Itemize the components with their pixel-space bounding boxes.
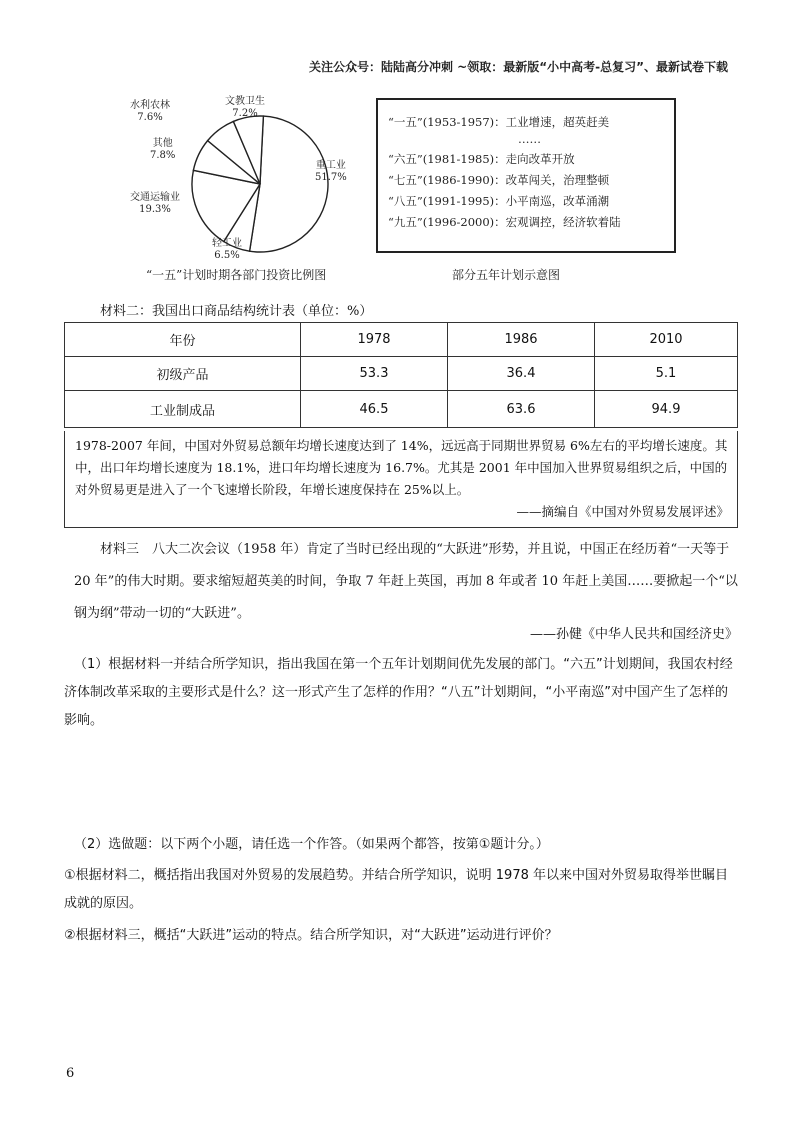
page-header: 关注公众号：陆陆高分冲刺 ~领取：最新版“小中高考-总复习”、最新试卷下载 <box>309 60 728 74</box>
plan-line: “七五”(1986-1990)：改革闯关，治理整顿 <box>388 173 610 187</box>
table-header-cell: 年份 <box>65 323 301 357</box>
table-cell: 46.5 <box>301 391 448 428</box>
table-row <box>65 391 738 428</box>
material2-note-source: ——摘编自《中国对外贸易发展评述》 <box>516 504 729 519</box>
table-header-cell: 1978 <box>301 323 448 357</box>
table-cell: 53.3 <box>301 357 448 391</box>
material3-text: 材料三 八大二次会议（1958 年）肯定了当时已经出现的“大跃进”形势，并且说，中国正在经历着“一天等于 20 年”的伟大时期。要求缩短超英美的时间，争取 7 年赶上英国，再加 8 年或者 10 年赶上美国……要掀起一个“以钢为纲”带动一切的“大跃进”。 <box>74 542 738 621</box>
material2-note-text: 1978-2007 年间，中国对外贸易总额年均增长速度达到了 14%，远远高于同期世界贸易 6%左右的平均增长速度。其中，出口年均增长速度为 18.1%，进口年均增长速度为 16.7%。尤其是 2001 年中国加入世界贸易组织之后，中国的对外贸易更是进入了一个飞速增长阶段，年增长速度保持在 25%以上。 <box>75 438 728 497</box>
pie-label-transport: 交通运输业 19.3% <box>130 192 180 215</box>
plan-box <box>376 98 676 253</box>
pie-label-other: 其他 7.8% <box>150 138 176 161</box>
table-header-cell: 2010 <box>595 323 738 357</box>
table-cell: 5.1 <box>595 357 738 391</box>
export-table <box>64 322 738 428</box>
table-cell: 63.6 <box>448 391 595 428</box>
table-row <box>65 357 738 391</box>
table-header-row <box>65 323 738 357</box>
plan-line: “一五”(1953-1957)：工业增速，超英赶美 <box>388 115 610 129</box>
pie-label-heavy: 重工业 51.7% <box>315 160 347 183</box>
pie-label-light: 轻工业 6.5% <box>212 238 242 261</box>
material2-note <box>64 431 738 528</box>
question-1: （1）根据材料一并结合所学知识，指出我国在第一个五年计划期间优先发展的部门。“六五”计划期间，我国农村经济体制改革采取的主要形式是什么？这一形式产生了怎样的作用？“八五”计划期间，“小平南巡”对中国产生了怎样的影响。 <box>64 657 733 728</box>
plan-line: “八五”(1991-1995)：小平南巡，改革涌潮 <box>388 194 610 208</box>
table-header-cell: 1986 <box>448 323 595 357</box>
table-cell: 36.4 <box>448 357 595 391</box>
table-cell: 94.9 <box>595 391 738 428</box>
pie-chart <box>130 92 380 282</box>
plan-line: …… <box>518 132 541 146</box>
plan-caption: 部分五年计划示意图 <box>452 268 561 282</box>
question-2b: ②根据材料三，概括“大跃进”运动的特点。结合所学知识，对“大跃进”运动进行评价？ <box>64 928 558 943</box>
table-cell: 工业制成品 <box>65 391 301 428</box>
pie-caption: “一五”计划时期各部门投资比例图 <box>146 268 327 282</box>
material3-source: ——孙健《中华人民共和国经济史》 <box>529 627 738 642</box>
pie-label-water: 水利农林 7.6% <box>130 100 170 123</box>
question-2: （2）选做题：以下两个小题，请任选一个作答。（如果两个都答，按第①题计分。） <box>74 837 549 852</box>
page-number: 6 <box>66 1066 75 1081</box>
table-cell: 初级产品 <box>65 357 301 391</box>
question-2a: ①根据材料二，概括指出我国对外贸易的发展趋势。并结合所学知识，说明 1978 年以来中国对外贸易取得举世瞩目成就的原因。 <box>64 868 729 911</box>
plan-line: “六五”(1981-1985)：走向改革开放 <box>388 152 575 166</box>
material2-title: 材料二：我国出口商品结构统计表（单位：%） <box>100 304 373 319</box>
plan-line: “九五”(1996-2000)：宏观调控，经济软着陆 <box>388 215 621 229</box>
pie-label-culture: 文教卫生 7.2% <box>225 96 265 119</box>
